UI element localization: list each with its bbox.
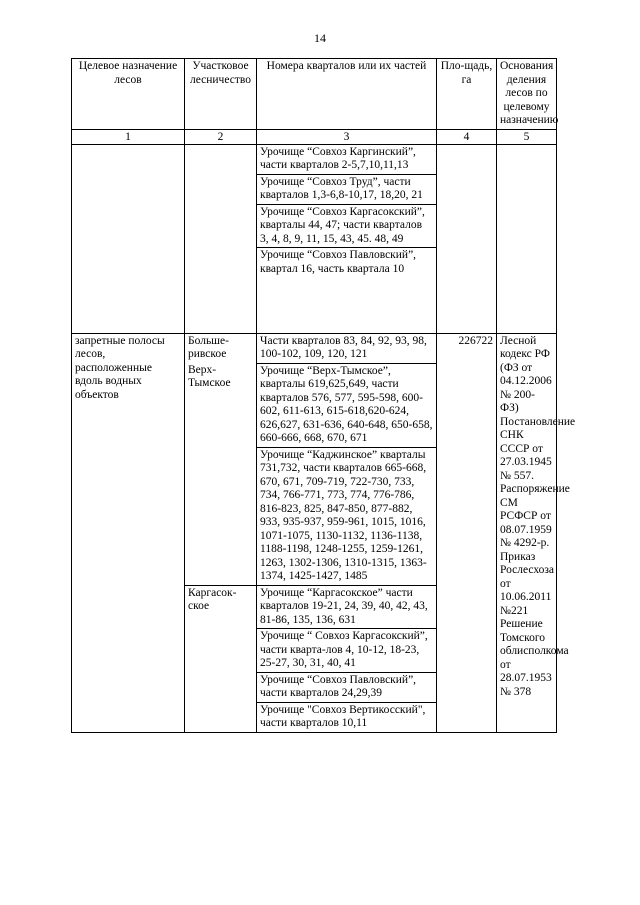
empty-cell: [185, 144, 257, 333]
tract-entry: Урочище “Совхоз Труд”, части кварталов 1,3-6,8-10,17, 18,20, 21: [257, 175, 436, 205]
tract-entry: Урочище “Совхоз Павловский”, квартал 16, часть квартала 10: [260, 249, 417, 275]
column-number: 4: [437, 129, 497, 144]
empty-cell: [437, 144, 497, 333]
tract-entry: Урочище “Каджинское” кварталы 731,732, части кварталов 665-668, 670, 671, 709-719, 722-730, 733, 734, 766-771, 773, 774, 776-786, 816-823, 825, 847-850, 877-882, 933, 935-937, 959-961, 1015, 1016, 1071-1075, 1130-1132, 1136-1138, 1188-1198, 1248-1255, 1259-1261, 1263, 1302-1306, 1310-1315, 1363-1374, 1425-1427, 1485: [260, 448, 427, 582]
purpose-cell: запретные полосы лесов, расположенные вдоль водных объектов: [72, 333, 185, 732]
header-basis: Основания деления лесов по целевому назначению: [497, 59, 557, 130]
forestry-name: Больше-ривское: [188, 334, 229, 360]
column-number: 3: [257, 129, 437, 144]
column-number-row: [72, 129, 557, 144]
forestry-name: Каргасок-ское: [188, 586, 237, 612]
column-number: 2: [185, 129, 257, 144]
empty-cell: [72, 144, 185, 333]
tract-entry: Урочище “Верх-Тымское”, кварталы 619,625,649, части кварталов 576, 577, 595-598, 600-602, 611-613, 615-618,620-624, 626,627, 631-636, 640-648, 650-658, 660-666, 668, 670, 671: [257, 364, 436, 448]
header-area: Пло-щадь, га: [437, 59, 497, 130]
tract-entry: Части кварталов 83, 84, 92, 93, 98, 100-102, 109, 120, 121: [257, 334, 436, 364]
tract-entry: Урочище "Совхоз Вертикосский", части кварталов 10,11: [260, 703, 426, 729]
forestry-cell: [185, 333, 257, 585]
table-header-row: [72, 59, 557, 130]
tract-entry: Урочище “Совхоз Каргинский”, части кварталов 2-5,7,10,11,13: [257, 145, 436, 175]
forestry-cell: [185, 585, 257, 732]
quarters-cell: [257, 144, 437, 333]
continued-row: [72, 144, 557, 333]
forestry-name: Верх-Тымское: [188, 363, 231, 389]
header-forestry: Участковое лесничество: [185, 59, 257, 130]
empty-cell: [497, 144, 557, 333]
quarters-cell: [257, 585, 437, 732]
quarters-cell: [257, 333, 437, 585]
header-purpose: Целевое назначение лесов: [72, 59, 185, 130]
forest-purpose-table: [71, 58, 576, 733]
tract-entry: Урочище “ Совхоз Каргасокский”, части кварта-лов 4, 10-12, 18-23, 25-27, 30, 31, 40, 41: [257, 629, 436, 673]
basis-cell: Лесной кодекс РФ (ФЗ от 04.12.2006 № 200-ФЗ) Постановление СНК СССР от 27.03.1945 № 557. Распоряжение СМ РСФСР от 08.07.1959 № 4292-р. Приказ Рослесхоза от 10.06.2011 №221 Решение Томского облисполкома от 28.07.1953 № 378: [497, 333, 557, 732]
header-quarters: Номера кварталов или их частей: [257, 59, 437, 130]
column-number: 1: [72, 129, 185, 144]
column-number: 5: [497, 129, 557, 144]
page-number: 14: [314, 31, 326, 45]
tract-entry: Урочище “Совхоз Каргасокский”, кварталы 44, 47; части кварталов 3, 4, 8, 9, 11, 15, 43, 45. 48, 49: [257, 205, 436, 249]
tract-entry: Урочище “Каргасокское” части кварталов 19-21, 24, 39, 40, 42, 43, 81-86, 135, 136, 631: [257, 586, 436, 630]
area-cell: 226722: [437, 333, 497, 732]
tract-entry: Урочище “Совхоз Павловский”, части кварталов 24,29,39: [257, 673, 436, 703]
protected-strips-row: [72, 333, 557, 585]
